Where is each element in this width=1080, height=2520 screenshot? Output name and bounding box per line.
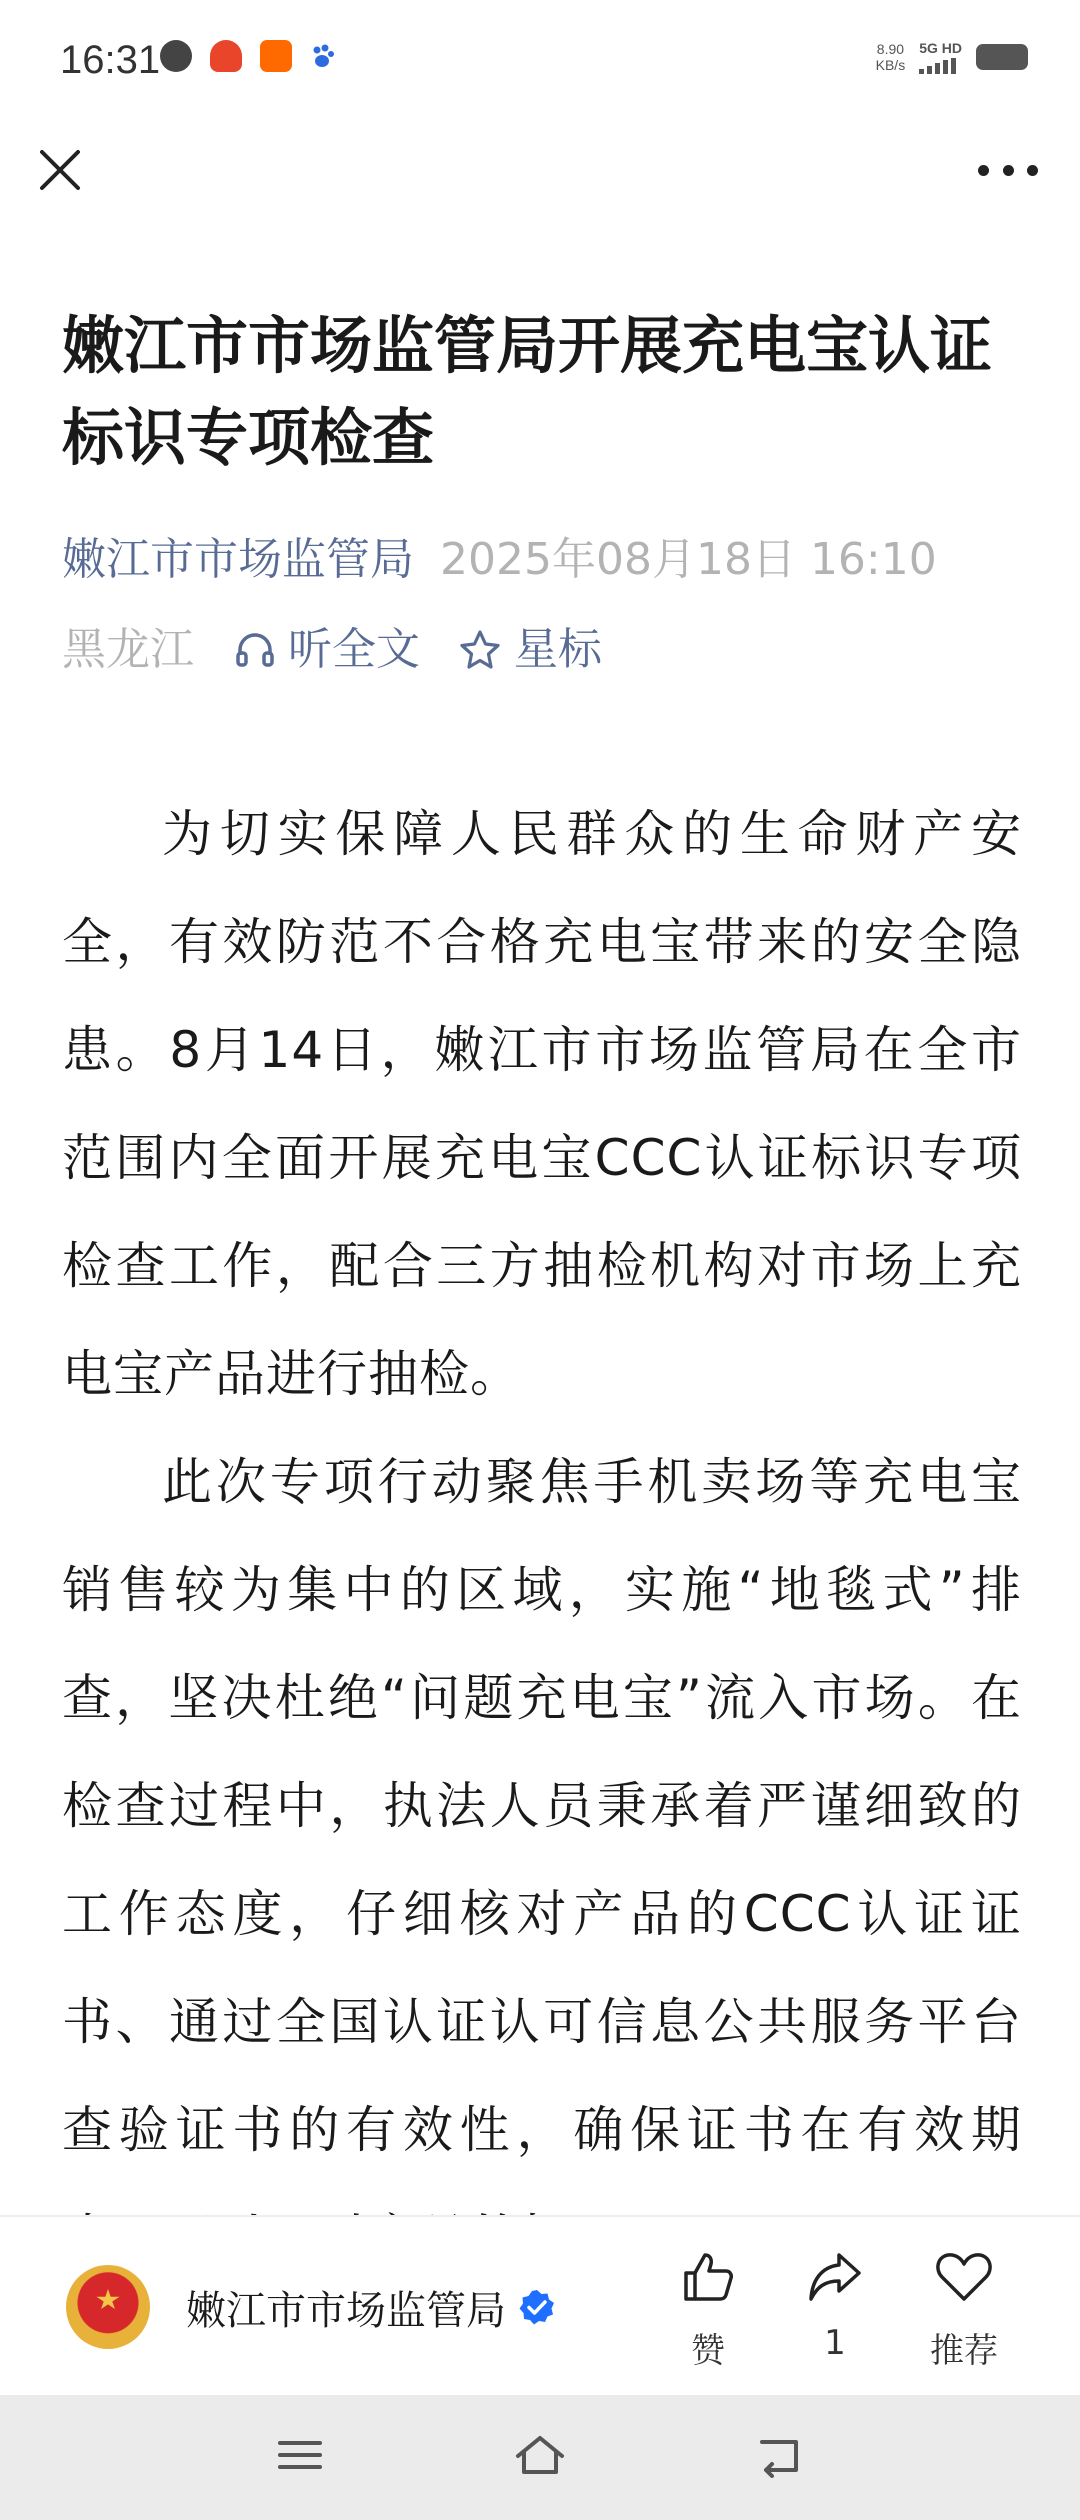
heart-icon <box>933 2247 995 2307</box>
menu-icon[interactable] <box>270 2430 330 2480</box>
signal-bars-icon <box>919 58 962 74</box>
region-label: 黑龙江 <box>62 624 194 675</box>
share-arrow-icon <box>805 2247 865 2307</box>
close-icon[interactable] <box>36 146 84 194</box>
star-icon <box>458 628 502 672</box>
article-title: 嫩江市市场监管局开展充电宝认证标识专项检查 <box>62 309 993 474</box>
share-count: 1 <box>824 2323 846 2363</box>
article-body <box>62 780 1022 2215</box>
recommend-button[interactable] <box>904 2247 1024 2372</box>
status-time: 16:31 <box>60 38 161 82</box>
back-icon[interactable] <box>750 2430 810 2480</box>
star-label: 星标 <box>514 624 602 675</box>
notification-icons <box>160 40 336 72</box>
article-actions-row <box>62 620 602 680</box>
network-speed <box>876 41 906 73</box>
listen-label: 听全文 <box>288 624 420 675</box>
publish-date: 2025年08月18日 16:10 <box>440 534 937 585</box>
recommend-label: 推荐 <box>930 2331 998 2371</box>
article-paragraph: 为切实保障人民群众的生命财产安全，有效防范不合格充电宝带来的安全隐患。8月14日，嫩江市市场监管局在全市范围内全面开展充电宝CCC认证标识专项检查工作，配合三方抽检机构对市场上充电宝产品进行抽检。 <box>62 805 1022 1403</box>
network-speed-unit: KB/s <box>875 57 906 73</box>
baidu-paw-icon <box>310 43 336 69</box>
bottom-action-bar <box>0 2215 1080 2395</box>
like-label: 赞 <box>691 2331 725 2371</box>
app-red-icon <box>210 40 242 72</box>
verified-badge-icon <box>518 2288 556 2326</box>
chat-bubble-icon <box>160 40 192 72</box>
star-button[interactable] <box>458 620 602 680</box>
headphones-icon <box>234 629 276 671</box>
system-nav-bar <box>0 2395 1080 2520</box>
like-button[interactable] <box>648 2247 768 2372</box>
account-name: 嫩江市市场监管局 <box>186 2287 506 2334</box>
network-type: 5G HD <box>919 40 962 56</box>
home-icon[interactable] <box>510 2430 570 2480</box>
status-bar <box>0 0 1080 120</box>
app-orange-icon <box>260 40 292 72</box>
listen-full-text-button[interactable] <box>234 620 420 680</box>
thumbs-up-icon <box>678 2247 738 2307</box>
account-avatar <box>66 2265 150 2349</box>
account-profile[interactable] <box>66 2265 556 2349</box>
network-speed-value: 8.90 <box>876 41 905 57</box>
system-indicators <box>876 40 1028 74</box>
article-meta <box>62 530 937 590</box>
signal-indicator <box>919 40 962 74</box>
article-paragraph: 此次专项行动聚焦手机卖场等充电宝销售较为集中的区域，实施“地毯式”排查，坚决杜绝“问题充电宝”流入市场。在检查过程中，执法人员秉承着严谨细致的工作态度，仔细核对产品的CCC认证证书、通过全国认证认可信息公共服务平台查验证书的有效性，确保证书在有效期 <box>62 1453 1022 2159</box>
share-button[interactable] <box>775 2247 895 2363</box>
article-source-link[interactable]: 嫩江市市场监管局 <box>62 534 414 585</box>
more-dots-icon[interactable] <box>978 150 1038 190</box>
battery-icon <box>976 44 1028 70</box>
